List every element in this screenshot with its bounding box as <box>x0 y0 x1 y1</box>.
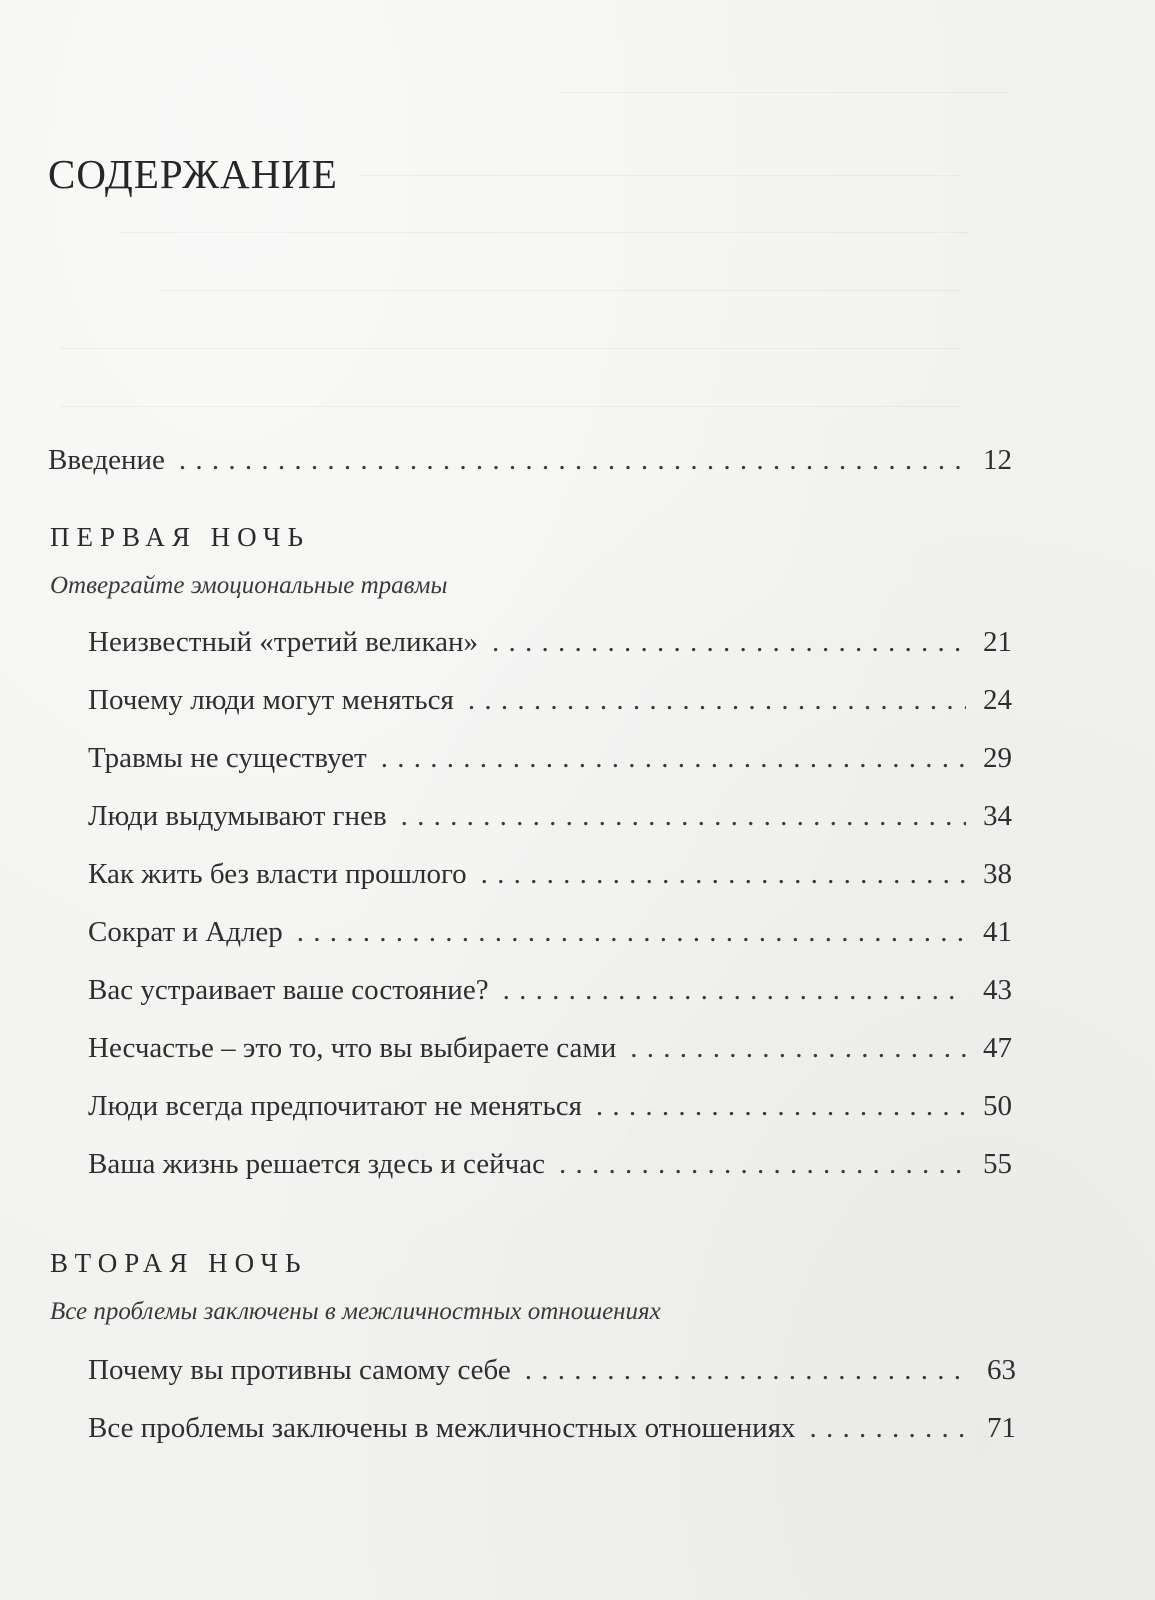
toc-entry[interactable] <box>88 1032 1012 1065</box>
toc-entry-label: Ваша жизнь решается здесь и сейчас <box>88 1148 545 1180</box>
toc-entry-intro[interactable] <box>48 444 1012 477</box>
part-subtitle: Все проблемы заключены в межличностных отношениях <box>50 1298 661 1325</box>
bleed-through-line <box>120 232 970 243</box>
bleed-through-line <box>60 348 960 359</box>
toc-page-number: 41 <box>983 916 1012 948</box>
toc-entry-label: Почему вы противны самому себе <box>88 1354 511 1386</box>
toc-page-number: 21 <box>983 626 1012 658</box>
dot-leader <box>630 1032 966 1065</box>
toc-entry-label: Как жить без власти прошлого <box>88 858 467 890</box>
part-heading: ПЕРВАЯ НОЧЬ <box>50 522 310 552</box>
toc-entry-label: Люди выдумывают гнев <box>88 800 387 832</box>
toc-page-number: 71 <box>987 1412 1016 1444</box>
toc-entry[interactable] <box>88 974 1012 1007</box>
toc-entry[interactable] <box>88 858 1012 891</box>
toc-entry-label: Введение <box>48 444 165 476</box>
dot-leader <box>297 916 966 949</box>
dot-leader <box>401 800 966 833</box>
toc-entry[interactable] <box>88 1148 1012 1181</box>
toc-entry[interactable] <box>88 684 1012 717</box>
toc-page-number: 29 <box>983 742 1012 774</box>
dot-leader <box>179 444 966 477</box>
toc-entry[interactable] <box>88 626 1012 659</box>
toc-entry-label: Несчастье – это то, что вы выбираете сами <box>88 1032 617 1064</box>
dot-leader <box>492 626 966 659</box>
toc-entry[interactable] <box>88 1412 1016 1445</box>
toc-entry[interactable] <box>88 742 1012 775</box>
toc-entry-label: Люди всегда предпочитают не меняться <box>88 1090 582 1122</box>
toc-page-number: 47 <box>983 1032 1012 1064</box>
toc-page-number: 38 <box>983 858 1012 890</box>
bleed-through-line <box>360 175 960 186</box>
toc-entry-label: Вас устраивает ваше состояние? <box>88 974 489 1006</box>
toc-page-number: 34 <box>983 800 1012 832</box>
toc-entry[interactable] <box>88 1354 1016 1387</box>
toc-entry-label: Травмы не существует <box>88 742 367 774</box>
dot-leader <box>525 1354 970 1387</box>
dot-leader <box>559 1148 966 1181</box>
dot-leader <box>503 974 966 1007</box>
toc-page-number: 63 <box>987 1354 1016 1386</box>
page-title: СОДЕРЖАНИЕ <box>48 151 338 197</box>
dot-leader <box>468 684 966 717</box>
toc-entry-label: Неизвестный «третий великан» <box>88 626 479 658</box>
bleed-through-line <box>60 406 960 417</box>
toc-entry-label: Почему люди могут меняться <box>88 684 454 716</box>
toc-entry-label: Сократ и Адлер <box>88 916 283 948</box>
dot-leader <box>381 742 966 775</box>
toc-page-number: 50 <box>983 1090 1012 1122</box>
toc-entry[interactable] <box>88 916 1012 949</box>
toc-page-number: 24 <box>983 684 1012 716</box>
toc-entry[interactable] <box>88 800 1012 833</box>
dot-leader <box>596 1090 966 1123</box>
toc-entry[interactable] <box>88 1090 1012 1123</box>
part-subtitle: Отвергайте эмоциональные травмы <box>50 572 448 599</box>
toc-page-number: 12 <box>983 444 1012 476</box>
dot-leader <box>481 858 966 891</box>
dot-leader <box>810 1412 970 1445</box>
bleed-through-line <box>160 290 960 301</box>
toc-page-number: 55 <box>983 1148 1012 1180</box>
toc-page-number: 43 <box>983 974 1012 1006</box>
bleed-through-line <box>560 92 1010 103</box>
part-heading: ВТОРАЯ НОЧЬ <box>50 1248 308 1278</box>
toc-entry-label: Все проблемы заключены в межличностных отношениях <box>88 1412 796 1444</box>
